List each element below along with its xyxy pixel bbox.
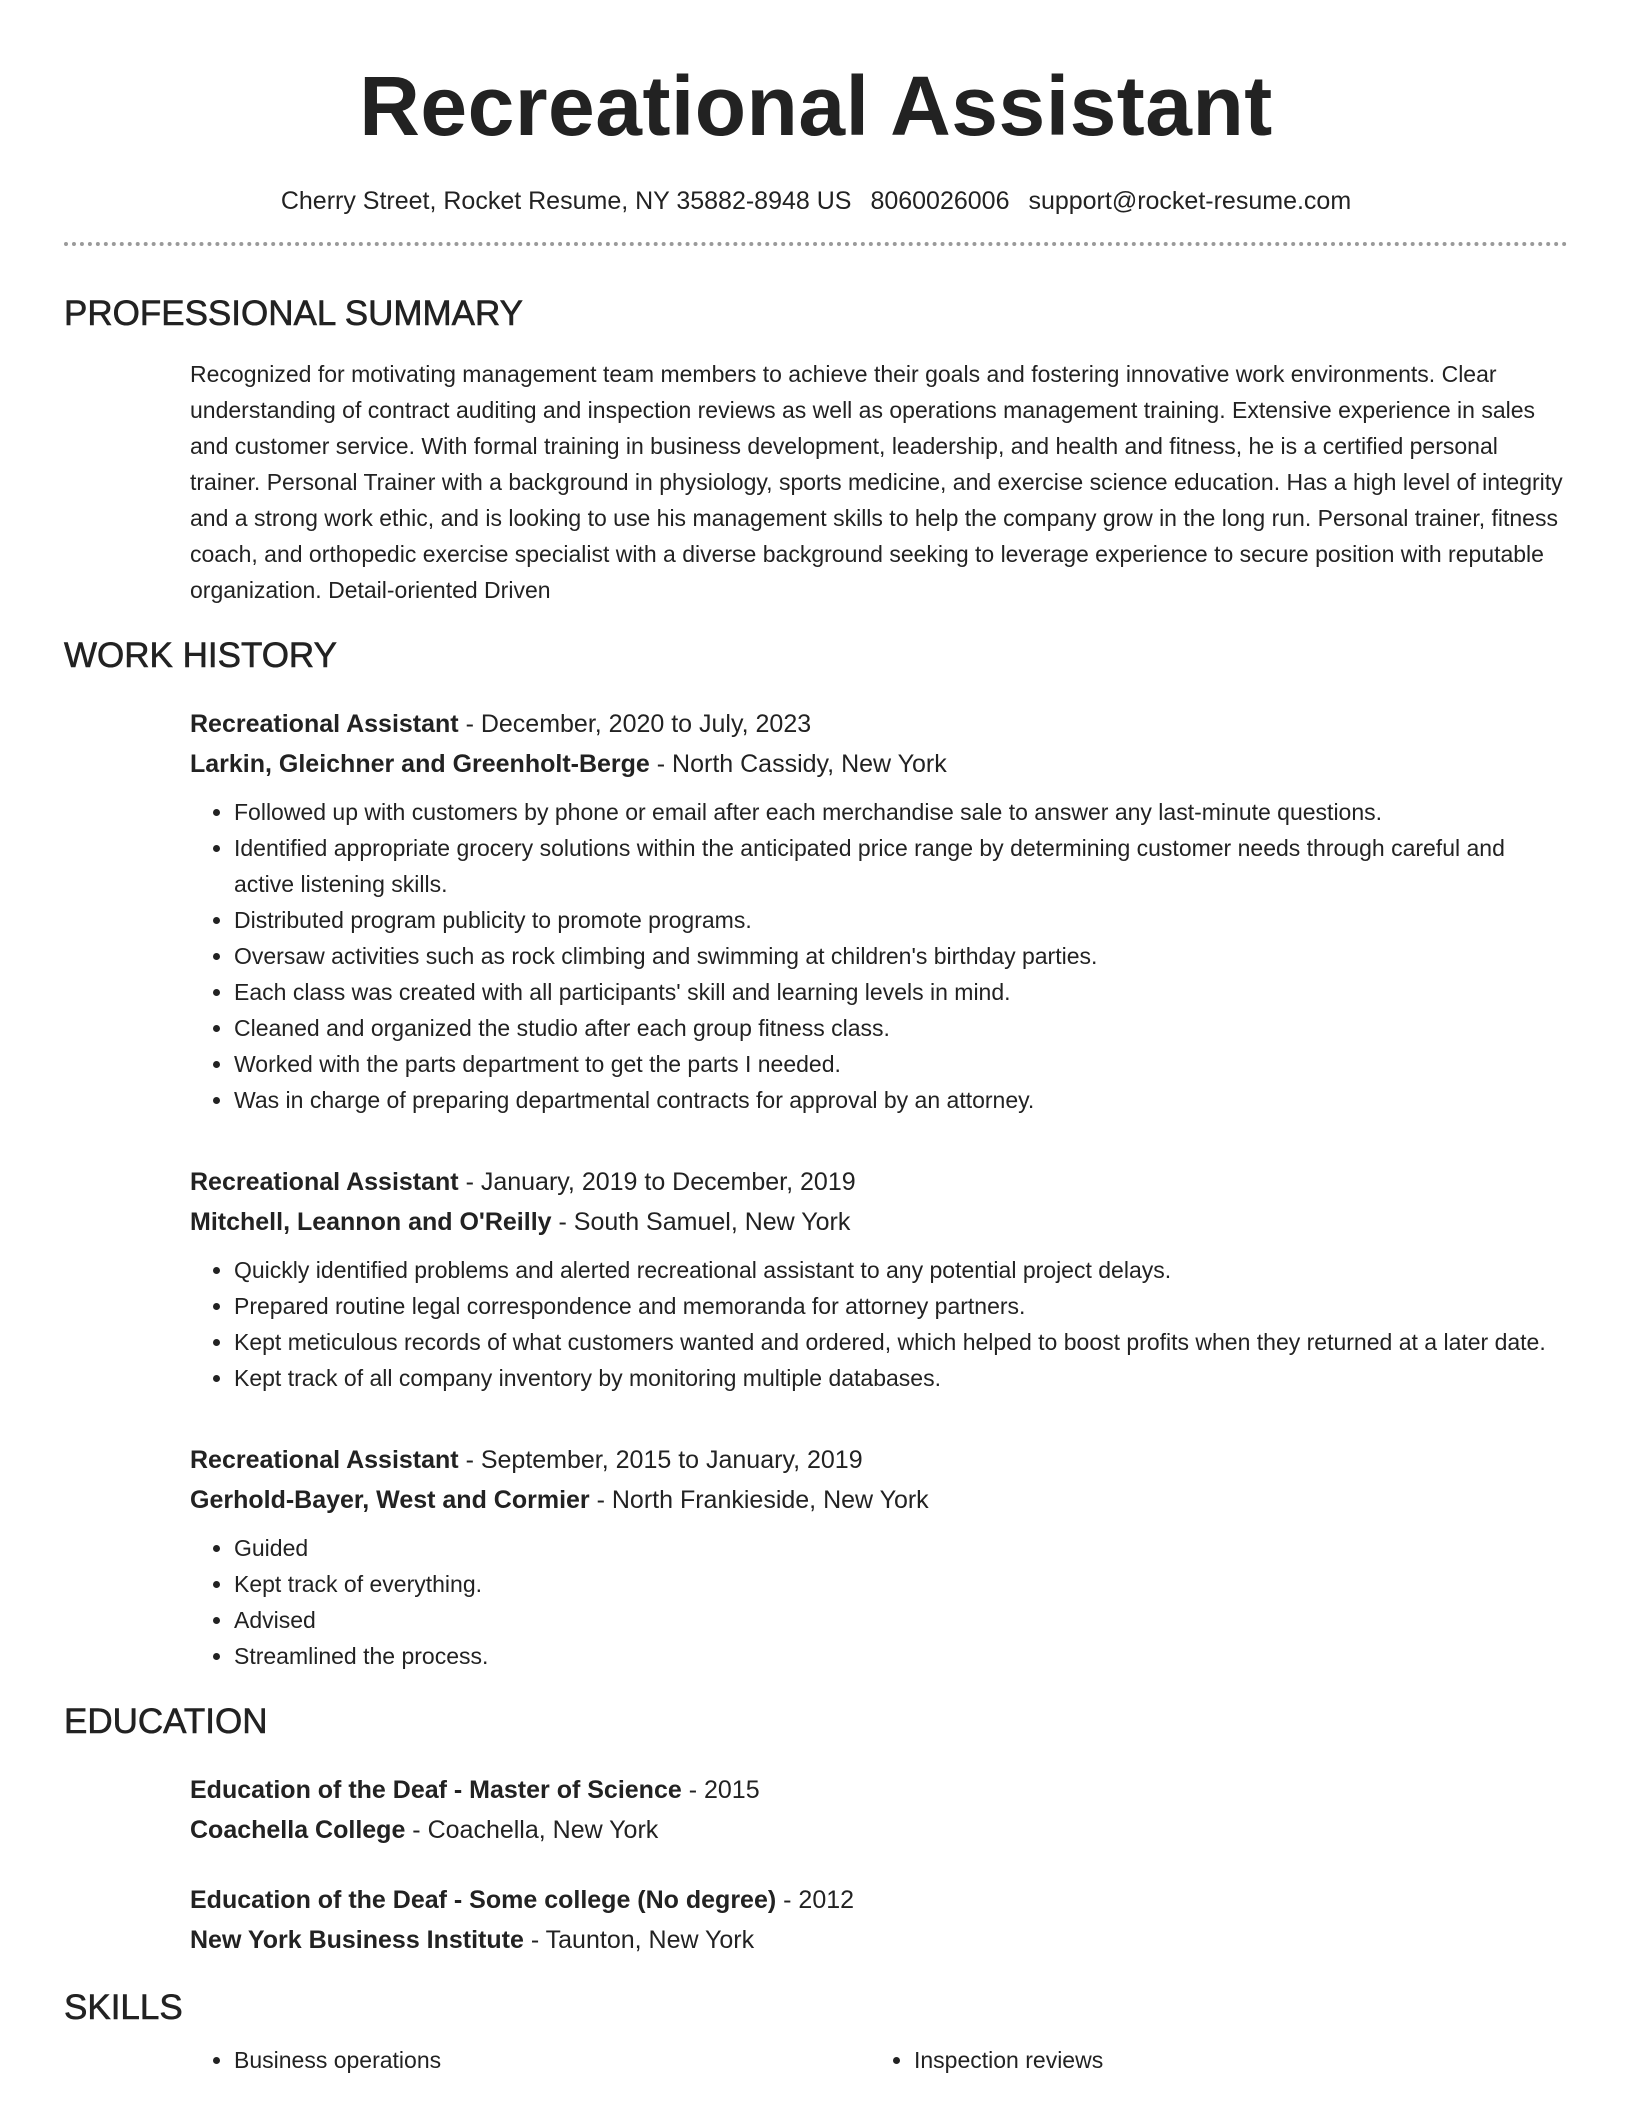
job-bullet: • Worked with the parts department to get the parts I needed. (234, 1046, 1568, 1082)
job-title-line (190, 1162, 1568, 1202)
job-dates: - December, 2020 to July, 2023 (458, 710, 812, 738)
job-bullet-list (190, 1252, 1568, 1396)
job-entry (190, 704, 1568, 1118)
summary-text: Recognized for motivating management team members to achieve their goals and fostering innovative work environments. Clear understanding of contract auditing and inspection reviews as well as operations management training. Extensive experience in sales and customer service. With formal training in business development, leadership, and health and fitness, he is a certified personal trainer. Personal Trainer with a background in physiology, sports medicine, and exercise science education. Has a high level of integrity and a strong work ethic, and is looking to use his management skills to help the company grow in the long run. Personal trainer, fitness coach, and orthopedic exercise specialist with a diverse background seeking to leverage experience to secure position with reputable organization. Detail-oriented Driven (190, 361, 1563, 603)
job-bullet: • Guided (234, 1530, 1568, 1566)
education-location: - Coachella, New York (405, 1816, 659, 1844)
contact-phone: 8060026006 (870, 187, 1010, 215)
section-title-skills: SKILLS (64, 1988, 183, 2027)
job-location: - North Cassidy, New York (649, 750, 947, 778)
job-bullet: • Prepared routine legal correspondence and memoranda for attorney partners. (234, 1288, 1568, 1324)
job-location: - North Frankieside, New York (589, 1486, 929, 1514)
job-bullet: • Kept meticulous records of what customers wanted and ordered, which helped to boost profits when they returned at a later date. (234, 1324, 1568, 1360)
job-bullet: • Kept track of everything. (234, 1566, 1568, 1602)
job-role: Recreational Assistant (190, 1168, 459, 1196)
job-bullet-list (190, 1530, 1568, 1674)
job-bullet: • Advised (234, 1602, 1568, 1638)
education-degree-line (190, 1880, 1568, 1920)
job-bullet: • Distributed program publicity to promote programs. (234, 902, 1568, 938)
skills-grid (190, 2042, 1568, 2078)
education-school: New York Business Institute (190, 1926, 524, 1954)
skills-column-left (190, 2042, 870, 2078)
education-degree-line (190, 1770, 1568, 1810)
education-location: - Taunton, New York (523, 1926, 755, 1954)
skill-item: • Business operations (234, 2042, 870, 2078)
education-school-line (190, 1920, 1568, 1960)
contact-email: support@rocket-resume.com (1028, 187, 1352, 215)
education-school-line (190, 1810, 1568, 1850)
job-bullet: • Kept track of all company inventory by monitoring multiple databases. (234, 1360, 1568, 1396)
skills-column-right (870, 2042, 1550, 2078)
education-year: - 2015 (681, 1776, 760, 1804)
education-year: - 2012 (776, 1886, 855, 1914)
job-bullet: • Oversaw activities such as rock climbing and swimming at children's birthday parties. (234, 938, 1568, 974)
job-location: - South Samuel, New York (551, 1208, 851, 1236)
job-bullet: • Was in charge of preparing departmental contracts for approval by an attorney. (234, 1082, 1568, 1118)
job-role: Recreational Assistant (190, 710, 459, 738)
job-bullet-list (190, 794, 1568, 1118)
job-bullet: • Each class was created with all participants' skill and learning levels in mind. (234, 974, 1568, 1010)
job-bullet: • Streamlined the process. (234, 1638, 1568, 1674)
job-bullet: • Cleaned and organized the studio after each group fitness class. (234, 1010, 1568, 1046)
job-bullet: • Identified appropriate grocery solutions within the anticipated price range by determining customer needs through careful and active listening skills. (234, 830, 1568, 902)
section-title-summary: PROFESSIONAL SUMMARY (64, 294, 523, 333)
job-entry (190, 1162, 1568, 1396)
education-list (190, 1770, 1568, 1960)
job-bullet: • Followed up with customers by phone or email after each merchandise sale to answer any last-minute questions. (234, 794, 1568, 830)
job-company: Mitchell, Leannon and O'Reilly (190, 1208, 552, 1236)
header-divider (64, 242, 1568, 246)
job-bullet: • Quickly identified problems and alerted recreational assistant to any potential project delays. (234, 1252, 1568, 1288)
education-degree: Education of the Deaf - Some college (No degree) (190, 1886, 777, 1914)
job-title-line (190, 1440, 1568, 1480)
job-dates: - September, 2015 to January, 2019 (458, 1446, 863, 1474)
job-company-line (190, 1480, 1568, 1520)
education-entry (190, 1880, 1568, 1960)
education-entry (190, 1770, 1568, 1850)
section-title-education: EDUCATION (64, 1702, 268, 1741)
job-dates: - January, 2019 to December, 2019 (458, 1168, 856, 1196)
contact-line (64, 184, 1568, 218)
education-school: Coachella College (190, 1816, 406, 1844)
contact-address: Cherry Street, Rocket Resume, NY 35882-8948 US (280, 187, 852, 215)
job-entry (190, 1440, 1568, 1674)
education-degree: Education of the Deaf - Master of Science (190, 1776, 682, 1804)
work-history-list (190, 704, 1568, 1674)
resume-name: Recreational Assistant (359, 59, 1273, 153)
section-title-work-history: WORK HISTORY (64, 636, 337, 675)
skill-item: • Inspection reviews (914, 2042, 1550, 2078)
job-company: Gerhold-Bayer, West and Cormier (190, 1486, 590, 1514)
job-company: Larkin, Gleichner and Greenholt-Berge (190, 750, 650, 778)
job-role: Recreational Assistant (190, 1446, 459, 1474)
job-title-line (190, 704, 1568, 744)
job-company-line (190, 1202, 1568, 1242)
job-company-line (190, 744, 1568, 784)
